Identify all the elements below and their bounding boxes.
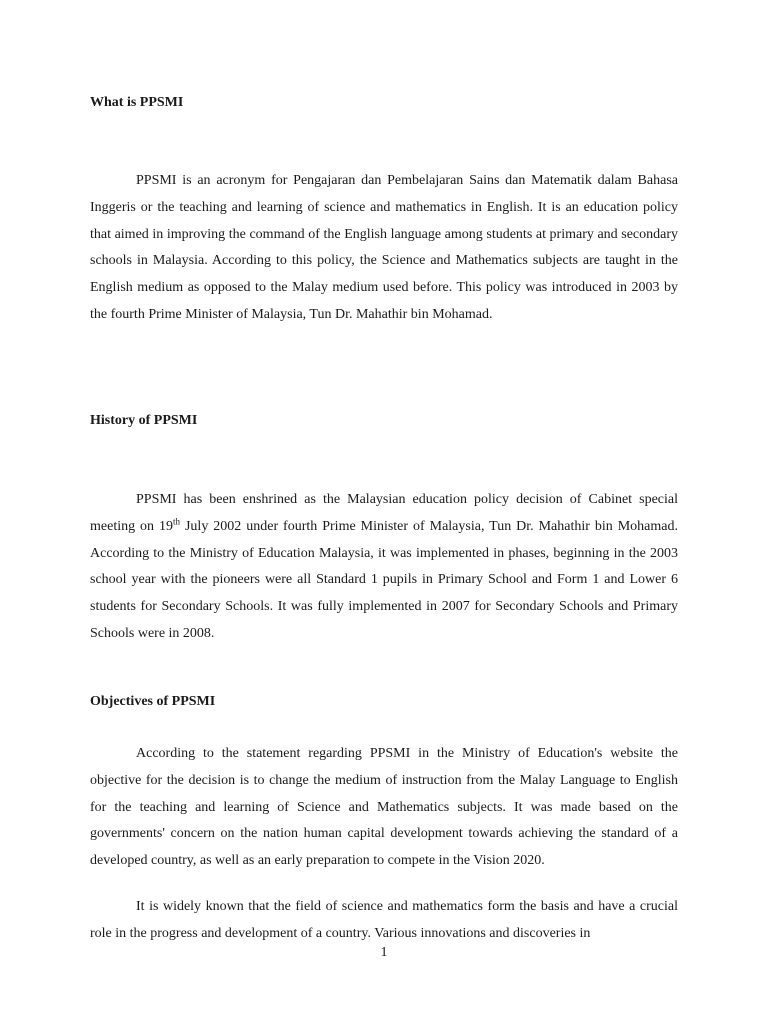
ordinal-suffix: th <box>173 516 181 527</box>
heading-objectives-of-ppsmi: Objectives of PPSMI <box>90 694 216 709</box>
paragraph-history-text-before: PPSMI has been enshrined as the Malaysian education policy decision of Cabinet special meeting on 19 <box>90 492 678 534</box>
page-number: 1 <box>380 945 388 960</box>
paragraph-history-text-after: July 2002 under fourth Prime Minister of Malaysia, Tun Dr. Mahathir bin Mohamad. According to the Ministry of Education Malaysia, it was implemented in phases, beginning in the 2003 school year with the pioneers were all Standard 1 pupils in Primary School and Form 1 and Lower 6 students for Secondary Schools. It was fully implemented in 2007 for Secondary Schools and Primary Schools were in 2008. <box>90 518 678 641</box>
paragraph-objectives-2: It is widely known that the field of science and mathematics form the basis and have a crucial role in the progress and development of a country. Various innovations and discoveries in <box>90 899 678 941</box>
heading-history-of-ppsmi: History of PPSMI <box>90 413 198 428</box>
heading-what-is-ppsmi: What is PPSMI <box>90 95 184 110</box>
paragraph-objectives-1: According to the statement regarding PPSMI in the Ministry of Education's website the objective for the decision is to change the medium of instruction from the Malay Language to English for the teaching and learning of Science and Mathematics subjects. It was made based on the governments' concern on the nation human capital development towards achieving the standard of a developed country, as well as an early preparation to compete in the Vision 2020. <box>90 746 678 869</box>
paragraph-history-of-ppsmi <box>90 487 678 648</box>
paragraph-what-is-ppsmi: PPSMI is an acronym for Pengajaran dan Pembelajaran Sains dan Matematik dalam Bahasa Inggeris or the teaching and learning of science and mathematics in English. It is an education policy that aimed in improving the command of the English language among students at primary and secondary schools in Malaysia. According to this policy, the Science and Mathematics subjects are taught in the English medium as opposed to the Malay medium used before. This policy was introduced in 2003 by the fourth Prime Minister of Malaysia, Tun Dr. Mahathir bin Mohamad. <box>90 173 678 322</box>
